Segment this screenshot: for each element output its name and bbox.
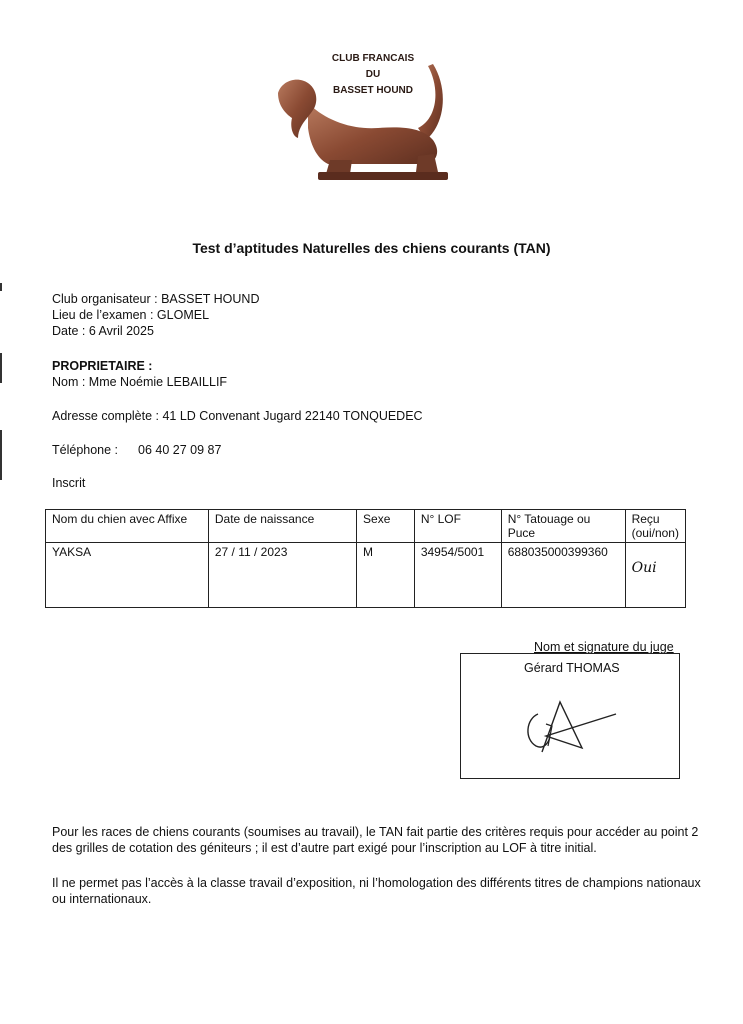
scan-mark bbox=[0, 283, 2, 291]
club-logo bbox=[268, 48, 458, 188]
lieu-examen: Lieu de l’examen : GLOMEL bbox=[52, 308, 210, 322]
inscrit-label: Inscrit bbox=[52, 476, 86, 490]
header-cell: Reçu (oui/non) bbox=[625, 510, 685, 543]
judge-name: Gérard THOMAS bbox=[524, 661, 620, 675]
dog-table bbox=[45, 509, 686, 608]
table-row bbox=[46, 543, 686, 608]
judge-label: Nom et signature du juge bbox=[534, 640, 674, 654]
table-header-row bbox=[46, 510, 686, 543]
club-organisateur: Club organisateur : BASSET HOUND bbox=[52, 292, 260, 306]
chip-cell: 688035000399360 bbox=[501, 543, 625, 608]
document-title: Test d’aptitudes Naturelles des chiens courants (TAN) bbox=[192, 240, 551, 256]
received-cell bbox=[625, 543, 685, 608]
logo-text bbox=[323, 51, 423, 99]
judge-signature-icon bbox=[516, 684, 626, 764]
scan-mark bbox=[0, 353, 2, 383]
lof-cell: 34954/5001 bbox=[414, 543, 501, 608]
scan-mark bbox=[0, 430, 2, 480]
header-cell: Nom du chien avec Affixe bbox=[46, 510, 209, 543]
header-cell: N° LOF bbox=[414, 510, 501, 543]
judge-box bbox=[460, 653, 680, 779]
header-cell: Date de naissance bbox=[208, 510, 356, 543]
exam-date: Date : 6 Avril 2025 bbox=[52, 324, 154, 338]
paragraph-criteria: Pour les races de chiens courants (soumises au travail), le TAN fait partie des critères requis pour accéder au point 2 des grilles de cotation des géniteurs ; il est d’autre part exigé pour l’inscription au LOF à titre initial. bbox=[52, 825, 699, 855]
owner-name: Nom : Mme Noémie LEBAILLIF bbox=[52, 375, 228, 389]
logo-line-3: BASSET HOUND bbox=[332, 85, 413, 96]
birth-date-cell: 27 / 11 / 2023 bbox=[208, 543, 356, 608]
owner-address: Adresse complète : 41 LD Convenant Jugard 22140 TONQUEDEC bbox=[52, 409, 423, 423]
phone-label: Téléphone : bbox=[52, 443, 119, 457]
header-cell: Sexe bbox=[357, 510, 415, 543]
phone-number: 06 40 27 09 87 bbox=[138, 443, 222, 457]
paragraph-limitations: Il ne permet pas l’accès à la classe travail d’exposition, ni l’homologation des différents titres de champions nationaux ou internationaux. bbox=[52, 876, 701, 906]
received-handwritten: Oui bbox=[631, 560, 657, 576]
logo-line-1: CLUB FRANCAIS bbox=[331, 53, 415, 64]
logo-line-2: DU bbox=[365, 69, 381, 80]
sex-cell: M bbox=[357, 543, 415, 608]
owner-heading: PROPRIETAIRE : bbox=[52, 359, 153, 373]
dog-name-cell: YAKSA bbox=[46, 543, 209, 608]
header-cell: N° Tatouage ou Puce bbox=[501, 510, 625, 543]
